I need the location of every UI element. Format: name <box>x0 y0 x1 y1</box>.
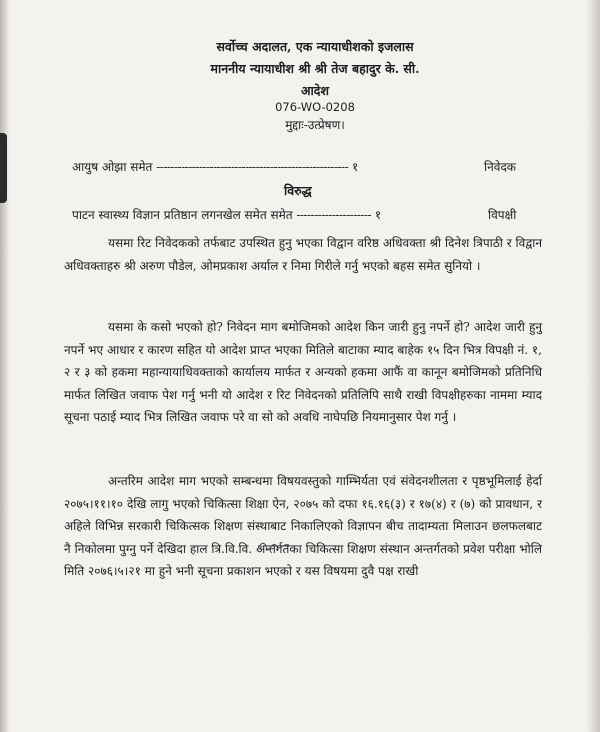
page-edge-shadow-right <box>586 0 600 732</box>
versus-label: विरुद्ध <box>284 183 312 198</box>
respondent-count: १ <box>374 208 382 222</box>
handwritten-ink-mark <box>255 537 291 555</box>
judge-line: माननीय न्यायाधीश श्री श्री तेज बहादुर के. सी. <box>210 61 420 76</box>
case-number: 076-WO-0208 <box>275 100 355 114</box>
case-subject: मुद्दाः-उत्प्रेषण। <box>285 118 345 132</box>
respondent-name: पाटन स्वास्थ्य विज्ञान प्रतिष्ठान लगनखेल समेत समेत <box>72 208 293 222</box>
respondent-dashes: --------------------- <box>296 208 372 222</box>
petitioner-role: निवेदक <box>484 160 517 174</box>
petitioner-line <box>72 158 358 175</box>
paragraph-show-cause: यसमा के कसो भएको हो? निवेदन माग बमोजिमको आदेश किन जारी हुनु नपर्ने हो? आदेश जारी हुनु नपर्ने भए आधार र कारण सहित यो आदेश प्राप्त भएका मितिले बाटाका म्याद बाहेक १५ दिन भित्र विपक्षी नं. १, २ र ३ को हकमा महान्यायाधिवक्ताको कार्यालय मार्फत र अन्यको हकमा आफैं वा कानून बमोजिमको प्रतिनिधि मार्फत लिखित जवाफ पेश गर्नु भनी यो आदेश र रिट निवेदनको प्रतिलिपि साथै राखी विपक्षीहरुका नाममा म्याद सूचना पठाई म्याद भित्र लिखित जवाफ परे वा सो को अवधि नाघेपछि नियमानुसार पेश गर्नु । <box>64 320 542 424</box>
binder-mark <box>0 133 7 203</box>
order-title: आदेश <box>301 83 329 98</box>
page-edge-shadow-left <box>0 0 10 732</box>
petitioner-count: १ <box>351 160 359 174</box>
respondent-line <box>72 206 381 223</box>
paragraph-interim-order: अन्तरिम आदेश माग भएको सम्बन्धमा विषयवस्तुको गाम्भिर्यता एवं संवेदनशीलता र पृष्ठभूमिलाई हेर्दा २०७५।११।१० देखि लागु भएको चिकित्सा शिक्षा ऐन, २०७५ को दफा १६.१६(३) र १७(४) र (७) को प्रावधान, र अहिले विभिन्न सरकारी चिकित्सक शिक्षण संस्थाबाट निकालिएको विज्ञापन बीच तादाम्यता मिलाउन छलफलबाट नै निकोलमा पुग्नु पर्ने देखिदा हाल त्रि.वि.वि. अन्तर्गतका चिकित्सा शिक्षण संस्थान अन्तर्गतको प्रवेश परीक्षा भोलि मिति २०७६।५।२१ मा हुने भनी सूचना प्रकाशन भएको र यस विषयमा दुवै पक्ष राखी <box>64 474 542 578</box>
respondent-role: विपक्षी <box>488 208 517 222</box>
paragraph-hearing: यसमा रिट निवेदकको तर्फबाट उपस्थित हुनु भएका विद्वान वरिष्ठ अधिवक्ता श्री दिनेश त्रिपाठी र विद्वान अधिवक्ताहरु श्री अरुण पौडेल, ओमप्रकाश अर्याल र निमा गिरीले गर्नु भएको बहस समेत सुनियो । <box>64 236 542 273</box>
petitioner-dashes: ------------------------------------------------------ <box>156 160 349 174</box>
court-line: सर्वोच्च अदालत, एक न्यायाधीशको इजलास <box>216 39 414 54</box>
petitioner-name: आयुष ओझा समेत <box>72 160 153 174</box>
